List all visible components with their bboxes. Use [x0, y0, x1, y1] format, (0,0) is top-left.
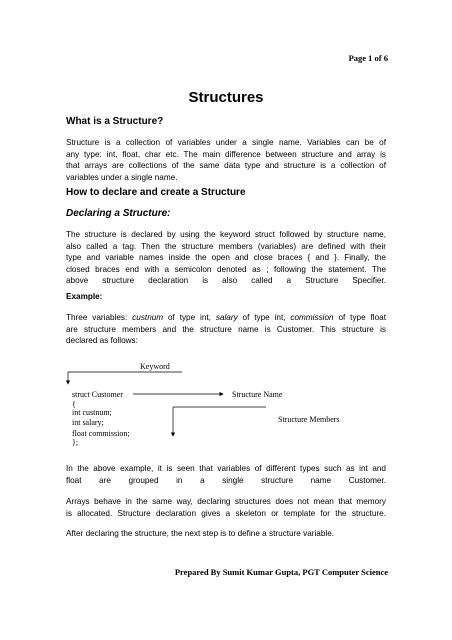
- code-line: {: [72, 400, 76, 409]
- text-line: is allocated. Structure declaration gives a skeleton or template for the structure.: [66, 508, 386, 518]
- heading-how-to-declare: How to declare and create a Structure: [66, 187, 246, 198]
- text-span: of type float: [333, 313, 386, 322]
- text-line: also called a tag. Then the structure members (variables) are defined with their: [66, 241, 386, 251]
- heading-what-is-structure: What is a Structure?: [66, 116, 164, 127]
- text-line: Arrays behave in the same way, declaring structures does not mean that memory: [66, 497, 386, 506]
- paragraph-declaring: [66, 229, 386, 287]
- text-line: type and variable names inside the open and close braces { and }. Finally, the: [66, 253, 386, 262]
- variable-name: custnum: [132, 313, 164, 322]
- text-line: variables under a single name.: [66, 172, 178, 182]
- page-number: Page 1 of 6: [348, 53, 388, 63]
- example-label: Example:: [66, 292, 103, 301]
- code-line: int salary;: [72, 418, 104, 427]
- code-line: float commission;: [72, 429, 130, 438]
- text-line: In the above example, it is seen that variables of different types such as int and: [66, 464, 386, 473]
- text-span: Three variables:: [66, 313, 133, 322]
- text-line: that arrays are collections of the same data type and structure is a collection of: [66, 161, 386, 170]
- text-line: The structure is declared by using the keyword struct followed by structure name,: [66, 230, 386, 239]
- text-line: After declaring the structure, the next step is to define a structure variable.: [66, 529, 335, 538]
- code-line: };: [72, 438, 79, 447]
- structure-name-label: Structure Name: [232, 390, 283, 399]
- text-line: any type: int, float, char etc. The main difference between structure and array is: [66, 149, 386, 159]
- text-line: float are grouped in a single structure name Customer.: [66, 475, 386, 485]
- text-line: declared as follows:: [66, 336, 138, 345]
- structure-diagram: [60, 358, 360, 458]
- paragraph-structure-definition: [66, 137, 386, 183]
- variable-name: commission: [290, 313, 334, 322]
- text-line: are structure members and the structure name is Customer. This structure is: [66, 324, 386, 334]
- paragraph-arrays: [66, 496, 386, 519]
- text-line: Structure is a collection of variables under a single name. Variables can be of: [66, 138, 386, 147]
- page-title: Structures: [188, 89, 264, 106]
- page-footer: Prepared By Sumit Kumar Gupta, PGT Computer Science: [174, 567, 388, 577]
- paragraph-next-step: [66, 528, 386, 540]
- structure-members-label: Structure Members: [278, 415, 340, 424]
- text-span: of type int,: [163, 313, 216, 322]
- text-line: above structure declaration is also called a Structure Specifier.: [66, 276, 386, 285]
- text-line: [66, 312, 386, 324]
- text-span: of type int,: [237, 313, 291, 322]
- variable-name: salary: [215, 313, 238, 322]
- keyword-label: Keyword: [140, 362, 170, 371]
- paragraph-after-example: [66, 463, 386, 486]
- paragraph-example: [66, 312, 386, 347]
- heading-declaring-structure: Declaring a Structure:: [66, 208, 171, 219]
- code-line: int custnum;: [72, 408, 112, 417]
- text-line: closed braces end with a semicolon denoted as ; following the statement. The: [66, 264, 386, 274]
- code-line: struct Customer: [72, 390, 123, 399]
